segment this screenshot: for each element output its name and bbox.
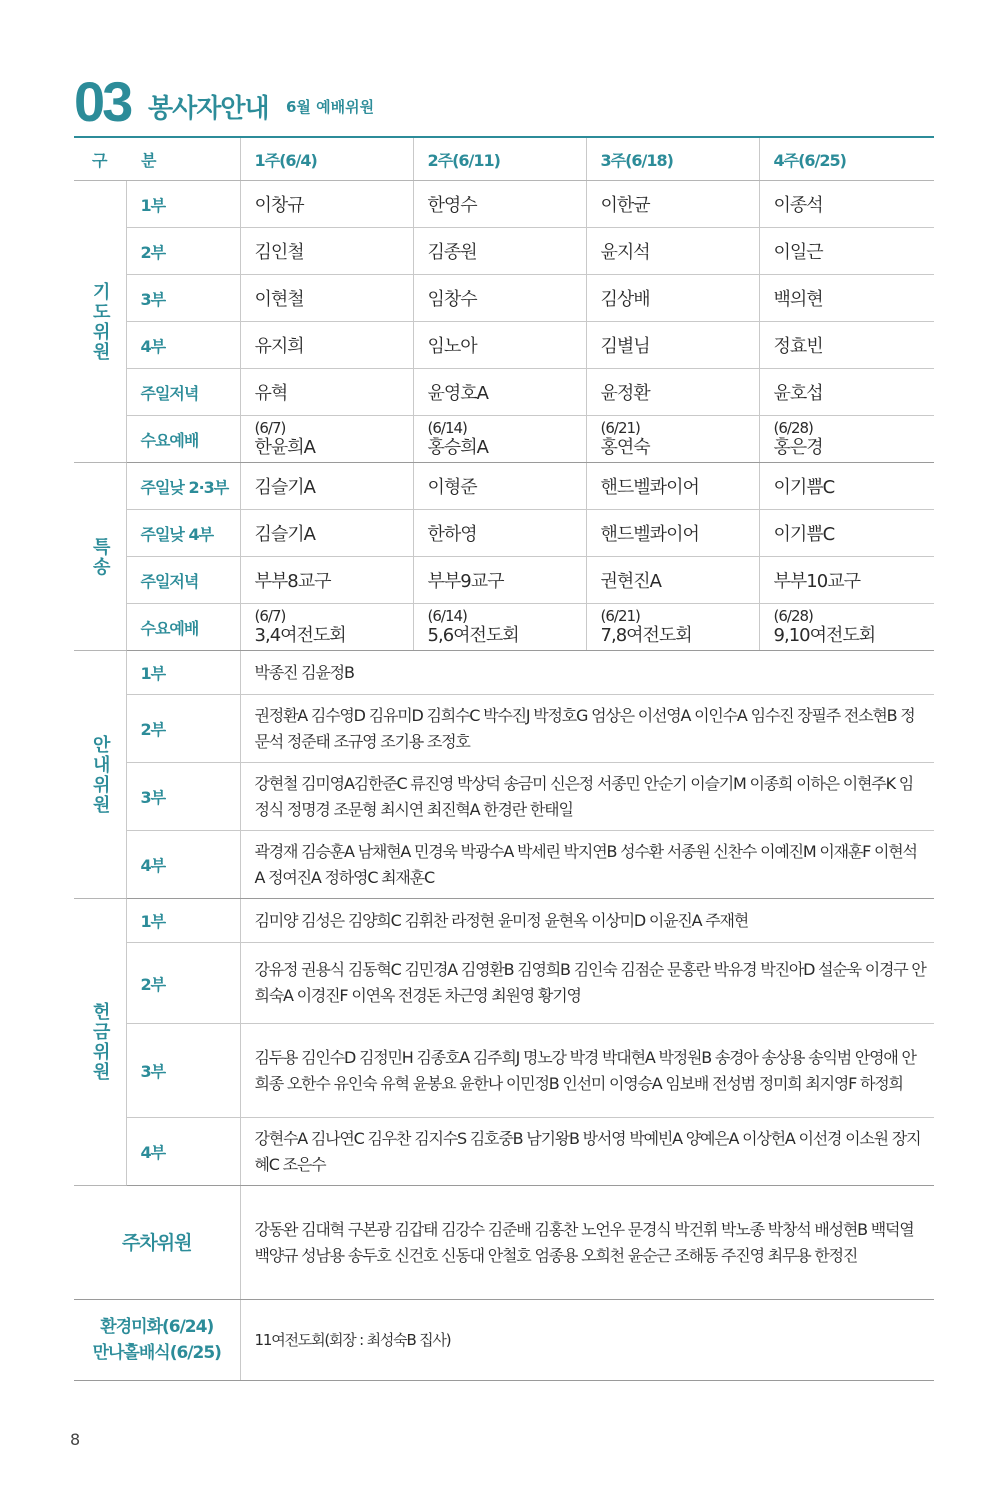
row-label: 1부: [126, 899, 240, 943]
date-label: (6/14): [427, 419, 467, 437]
environment-label: [74, 1300, 240, 1381]
table-row: [74, 369, 934, 416]
name-label: 5,6여전도회: [427, 625, 519, 646]
table-row: [74, 228, 934, 275]
row-label: 4부: [126, 831, 240, 899]
row-label: 주일저녁: [126, 369, 240, 416]
table-cell: 부부9교구: [413, 557, 586, 604]
date-label: (6/28): [773, 419, 813, 437]
table-cell: 이기쁨C: [759, 510, 934, 557]
table-row: [74, 181, 934, 228]
environment-label-2: 만나홀배식(6/25): [92, 1343, 221, 1363]
names-cell: 강현철 김미영A김한준C 류진영 박상덕 송금미 신은정 서종민 안순기 이슬기M 이종희 이하은 이현주K 임정식 정명경 조문형 최시연 최진혁A 한경란 한태일: [240, 763, 934, 831]
table-cell: 이형준: [413, 463, 586, 510]
category-prayer: 기도위원: [74, 181, 126, 463]
week-2-header: 2주(6/11): [413, 138, 586, 181]
table-cell: [240, 604, 413, 651]
table-cell: 정효빈: [759, 322, 934, 369]
table-cell: 백의현: [759, 275, 934, 322]
environment-label-1: 환경미화(6/24): [100, 1317, 214, 1337]
table-cell: 유지희: [240, 322, 413, 369]
table-header-row: [74, 138, 934, 181]
table-row: [74, 763, 934, 831]
parking-label: 주차위원: [74, 1186, 240, 1300]
table-cell: [586, 604, 759, 651]
week-1-header: 1주(6/4): [240, 138, 413, 181]
table-cell: 한하영: [413, 510, 586, 557]
table-row: [74, 899, 934, 943]
table-cell: 이종석: [759, 181, 934, 228]
page-number: 8: [70, 1430, 81, 1449]
table-row: [74, 557, 934, 604]
table-cell: 이한균: [586, 181, 759, 228]
names-cell: 김미양 김성은 김양희C 김휘찬 라정현 윤미정 윤현옥 이상미D 이윤진A 주재현: [240, 899, 934, 943]
row-label: 주일낮 2·3부: [126, 463, 240, 510]
names-cell: 11여전도회(회장 : 최성숙B 집사): [240, 1300, 934, 1381]
name-label: 한윤희A: [254, 437, 315, 458]
names-cell: 강현수A 김나연C 김우찬 김지수S 김호중B 남기왕B 방서영 박예빈A 양예은A 이상헌A 이선경 이소원 장지혜C 조은수: [240, 1118, 934, 1186]
week-3-header: 3주(6/18): [586, 138, 759, 181]
name-label: 홍은경: [773, 437, 823, 458]
table-cell: 이일근: [759, 228, 934, 275]
section-number: 03: [74, 70, 131, 133]
table-cell: 임창수: [413, 275, 586, 322]
names-cell: 권정환A 김수영D 김유미D 김희수C 박수진J 박정호G 엄상은 이선영A 이인수A 임수진 장필주 전소현B 정문석 정준태 조규영 조기용 조정호: [240, 695, 934, 763]
row-label: 1부: [126, 181, 240, 228]
table-cell: 김종원: [413, 228, 586, 275]
table-row: [74, 604, 934, 651]
names-cell: 강유정 권용식 김동혁C 김민경A 김영환B 김영희B 김인숙 김점순 문홍란 박유경 박진아D 설순욱 이경구 안희숙A 이경진F 이연옥 전경돈 차근영 최원영 황기영: [240, 943, 934, 1024]
gubun-header: 구 분: [74, 138, 240, 181]
table-cell: 김인철: [240, 228, 413, 275]
table-cell: 부부10교구: [759, 557, 934, 604]
table-cell: 김슬기A: [240, 463, 413, 510]
table-cell: 이창규: [240, 181, 413, 228]
table-row: [74, 416, 934, 463]
row-label: 4부: [126, 1118, 240, 1186]
section-header: [74, 70, 934, 136]
table-cell: 윤영호A: [413, 369, 586, 416]
table-cell: 이기쁨C: [759, 463, 934, 510]
section-title: 봉사자안내: [148, 94, 269, 124]
table-cell: 부부8교구: [240, 557, 413, 604]
table-cell: 유혁: [240, 369, 413, 416]
table-cell: 핸드벨콰이어: [586, 510, 759, 557]
table-cell: 권현진A: [586, 557, 759, 604]
category-offering: 헌금위원: [74, 899, 126, 1186]
row-label: 4부: [126, 322, 240, 369]
category-usher: 안내위원: [74, 651, 126, 899]
table-row: [74, 651, 934, 695]
name-label: 홍승희A: [427, 437, 488, 458]
names-cell: 강동완 김대혁 구본광 김갑태 김강수 김준배 김홍찬 노언우 문경식 박건휘 박노종 박창석 배성현B 백덕열 백양규 성남용 송두호 신건호 신동대 안철호 엄종용 오희천 윤순근 조해동 주진영 최무용 한정진: [240, 1186, 934, 1300]
date-label: (6/21): [600, 607, 640, 625]
name-label: 3,4여전도회: [254, 625, 346, 646]
table-cell: 윤지석: [586, 228, 759, 275]
name-label: 7,8여전도회: [600, 625, 692, 646]
row-label: 2부: [126, 228, 240, 275]
table-row: [74, 943, 934, 1024]
table-cell: 임노아: [413, 322, 586, 369]
week-4-header: 4주(6/25): [759, 138, 934, 181]
row-label: 수요예배: [126, 416, 240, 463]
table-cell: 이현철: [240, 275, 413, 322]
date-label: (6/7): [254, 419, 286, 437]
row-label: 1부: [126, 651, 240, 695]
table-row: [74, 1024, 934, 1118]
row-label: 2부: [126, 695, 240, 763]
table-row: [74, 322, 934, 369]
table-cell: [586, 416, 759, 463]
date-label: (6/14): [427, 607, 467, 625]
row-label: 수요예배: [126, 604, 240, 651]
names-cell: 박종진 김윤정B: [240, 651, 934, 695]
table-cell: 한영수: [413, 181, 586, 228]
table-cell: [759, 604, 934, 651]
table-cell: 김슬기A: [240, 510, 413, 557]
table-row: [74, 831, 934, 899]
table-row: [74, 1300, 934, 1381]
names-cell: 곽경재 김승훈A 남채현A 민경욱 박광수A 박세린 박지연B 성수환 서종원 신찬수 이예진M 이재훈F 이현석A 정여진A 정하영C 최재훈C: [240, 831, 934, 899]
table-cell: 핸드벨콰이어: [586, 463, 759, 510]
table-cell: [413, 416, 586, 463]
table-cell: [413, 604, 586, 651]
row-label: 2부: [126, 943, 240, 1024]
section-subtitle: 6월 예배위원: [286, 98, 375, 116]
category-special: 특송: [74, 463, 126, 651]
row-label: 주일낮 4부: [126, 510, 240, 557]
date-label: (6/28): [773, 607, 813, 625]
table-row: [74, 1186, 934, 1300]
table-cell: 윤정환: [586, 369, 759, 416]
table-row: [74, 695, 934, 763]
table-row: [74, 463, 934, 510]
volunteer-table: [74, 138, 934, 1381]
row-label: 3부: [126, 275, 240, 322]
date-label: (6/21): [600, 419, 640, 437]
table-row: [74, 1118, 934, 1186]
name-label: 9,10여전도회: [773, 625, 876, 646]
names-cell: 김두용 김인수D 김정민H 김종호A 김주희J 명노강 박경 박대현A 박정원B 송경아 송상용 송익범 안영애 안희종 오한수 유인숙 유혁 윤봉요 윤한나 이민정B 인선미 이영승A 임보배 전성범 정미희 최지영F 하정희: [240, 1024, 934, 1118]
row-label: 3부: [126, 1024, 240, 1118]
table-cell: [759, 416, 934, 463]
table-cell: 김별님: [586, 322, 759, 369]
name-label: 홍연숙: [600, 437, 650, 458]
row-label: 3부: [126, 763, 240, 831]
table-row: [74, 275, 934, 322]
table-cell: [240, 416, 413, 463]
table-cell: 김상배: [586, 275, 759, 322]
row-label: 주일저녁: [126, 557, 240, 604]
date-label: (6/7): [254, 607, 286, 625]
table-row: [74, 510, 934, 557]
table-cell: 윤호섭: [759, 369, 934, 416]
